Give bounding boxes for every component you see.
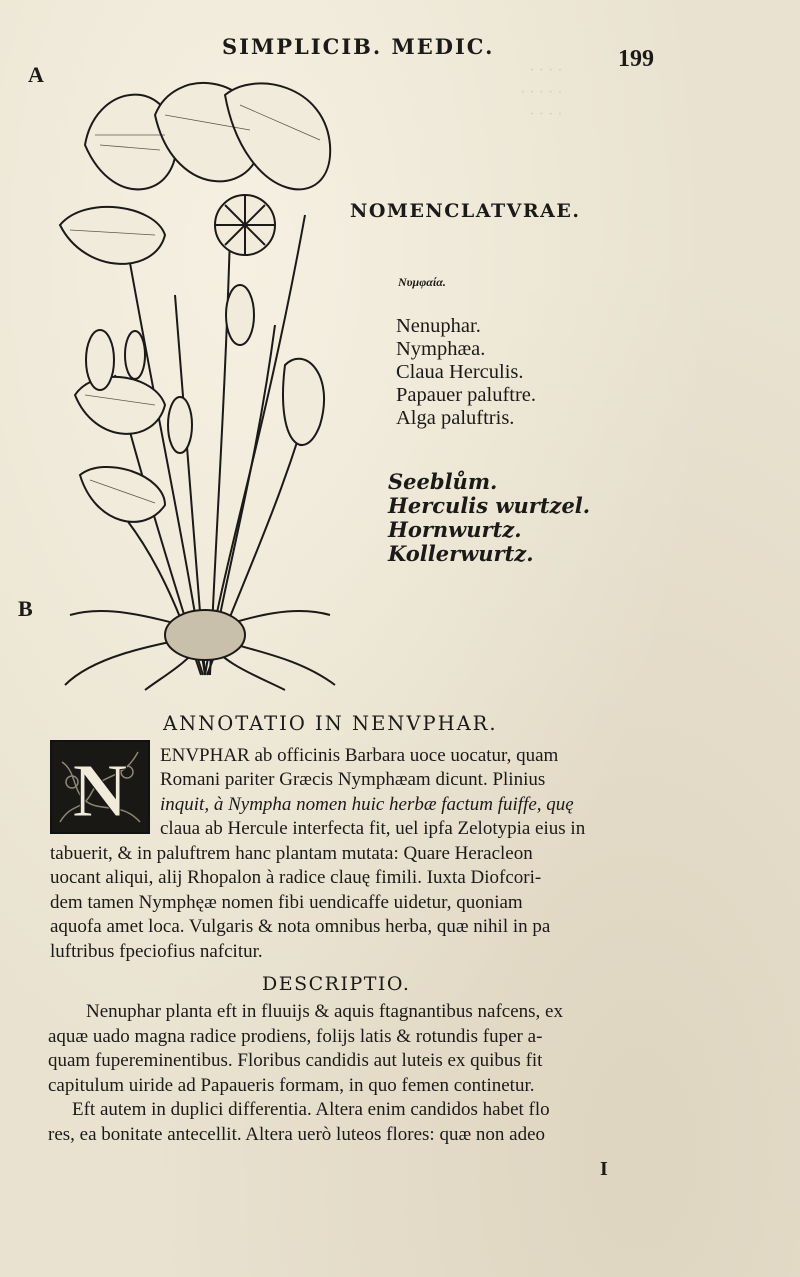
text-line: res, ea bonitate antecellit. Altera uerò luteos flores: quæ non adeo bbox=[48, 1123, 545, 1145]
german-name: Hornwurtz. bbox=[388, 517, 522, 542]
bleed-through-text: · · · · · · · · · · · · · bbox=[520, 62, 563, 123]
latin-names-list bbox=[396, 315, 536, 430]
latin-name: Nymphæa. bbox=[396, 338, 486, 360]
catchword: I bbox=[600, 1158, 608, 1180]
annotation-title: ANNOTATIO IN NENVPHAR. bbox=[163, 712, 498, 735]
text-line: aquæ uado magna radice prodiens, folijs latis & rotundis fuper a- bbox=[48, 1025, 543, 1047]
latin-name: Nenuphar. bbox=[396, 315, 481, 337]
german-name: Herculis wurtzel. bbox=[388, 493, 591, 518]
german-name: Kollerwurtz. bbox=[388, 541, 534, 566]
annotation-indented-text bbox=[160, 744, 585, 842]
text-line: Eft autem in duplici differentia. Altera enim candidos habet flo bbox=[72, 1099, 550, 1121]
margin-mark-b: B bbox=[18, 596, 33, 621]
german-name: Seeblům. bbox=[388, 469, 498, 494]
annotation-full-text bbox=[50, 842, 550, 964]
nomenclature-title: NOMENCLATVRAE. bbox=[350, 200, 581, 222]
text-line: Romani pariter Græcis Nymphæam dicunt. Plinius bbox=[160, 769, 546, 791]
text-line: capitulum uiride ad Papaueris formam, in quo femen continetur. bbox=[48, 1074, 535, 1096]
text-line: uocant aliqui, alij Rhopalon à radice clauę fimili. Iuxta Diofcori- bbox=[50, 867, 542, 889]
folio-number: 199 bbox=[618, 46, 654, 72]
text-line: Nenuphar planta eft in fluuijs & aquis ftagnantibus nafcens, ex bbox=[86, 1001, 563, 1022]
running-title: SIMPLICIB. MEDIC. bbox=[222, 34, 495, 59]
latin-name: Claua Herculis. bbox=[396, 361, 524, 383]
text-line: tabuerit, & in paluftrem hanc plantam mutata: Quare Heracleon bbox=[50, 843, 533, 864]
text-line: claua ab Hercule interfecta fit, uel ipfa Zelotypia eius in bbox=[160, 818, 586, 840]
text-line: dem tamen Nymphęæ nomen fibi uendicaffe uidetur, quoniam bbox=[50, 891, 523, 913]
water-lily-woodcut bbox=[55, 75, 345, 695]
text-line: aquofa amet loca. Vulgaris & nota omnibus herba, quæ nihil in pa bbox=[50, 916, 551, 938]
latin-name: Papauer paluftre. bbox=[396, 384, 537, 406]
description-text bbox=[48, 1000, 563, 1148]
text-line: ENVPHAR ab officinis Barbara uoce uocatur, quam bbox=[160, 745, 559, 766]
initial-letter: N bbox=[72, 749, 128, 832]
greek-name: Νυμφαία. bbox=[398, 275, 446, 289]
text-line: inquit, à Nympha nomen huic herbæ factum fuiffe, quę bbox=[160, 793, 574, 815]
decorated-initial bbox=[50, 740, 150, 834]
german-names-list bbox=[388, 470, 590, 566]
description-title: DESCRIPTIO. bbox=[262, 973, 411, 995]
foliage-ornament-icon bbox=[52, 742, 148, 832]
text-line: quam fupereminentibus. Floribus candidis aut luteis ex quibus fit bbox=[48, 1050, 543, 1072]
latin-name: Alga paluftris. bbox=[396, 407, 515, 429]
margin-mark-a: A bbox=[28, 62, 44, 87]
text-line: luftribus fpeciofius nafcitur. bbox=[50, 940, 263, 962]
